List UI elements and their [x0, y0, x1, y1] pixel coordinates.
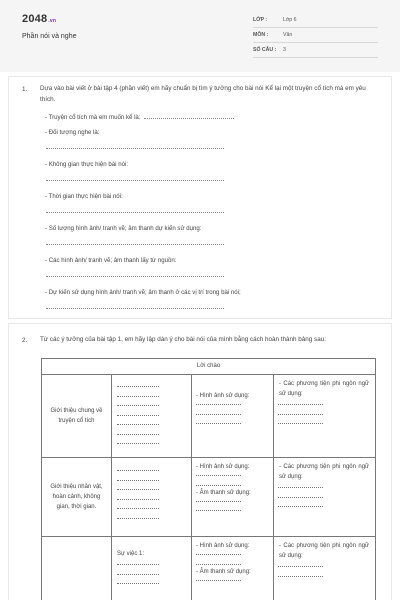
answer-dotted-line[interactable]: [278, 399, 323, 405]
answer-dotted-line[interactable]: [196, 470, 241, 476]
media-label: - Các phương tiện phi ngôn ngữ sử dụng:: [279, 381, 370, 397]
answer-dotted-line[interactable]: [117, 578, 159, 584]
answer-prompt: [45, 114, 234, 121]
answer-dotted-line[interactable]: [46, 273, 224, 277]
images-cell[interactable]: [192, 458, 274, 537]
answer-dotted-line[interactable]: [278, 482, 323, 488]
section-label-cell: Giới thiệu chung về truyện cổ tích: [42, 375, 112, 458]
images-label: - Hình ảnh sử dụng:: [196, 543, 250, 549]
question-text: Từ các ý tưởng của bài tập 1, em hãy lập dàn ý cho bài nói của mình bằng cách hoàn thành bảng sau:: [40, 336, 326, 343]
answer-dotted-line[interactable]: [46, 145, 224, 149]
meta-key: MÔN :: [253, 32, 269, 38]
answer-dotted-line[interactable]: [46, 209, 224, 213]
answer-dotted-line[interactable]: [117, 391, 159, 397]
answer-dotted-line[interactable]: [46, 177, 224, 181]
answer-dotted-line[interactable]: [117, 429, 159, 435]
media-cell[interactable]: [274, 375, 376, 458]
media-cell[interactable]: [274, 537, 376, 600]
meta-key: LỚP :: [253, 17, 268, 23]
meta-class-row: [253, 14, 378, 28]
section-label-cell: [42, 537, 112, 600]
answer-prompt: - Các hình ảnh/ tranh vẽ; âm thanh lấy từ nguồn:: [45, 257, 177, 264]
answer-dotted-line[interactable]: [144, 115, 234, 119]
site-logo[interactable]: [22, 13, 56, 25]
answer-dotted-line[interactable]: [117, 381, 159, 387]
question-number: 1.: [22, 86, 28, 93]
meta-count-row: [253, 44, 378, 58]
answer-dotted-line[interactable]: [117, 465, 159, 471]
document-header: [0, 0, 400, 72]
answer-dotted-line[interactable]: [278, 418, 323, 424]
answer-dotted-line[interactable]: [117, 419, 159, 425]
section-label-cell: Giới thiệu nhân vật, hoàn cảnh, không gian, thời gian.: [42, 458, 112, 537]
answer-dotted-line[interactable]: [196, 399, 241, 405]
meta-key: SỐ CÂU :: [253, 47, 277, 53]
answer-dotted-line[interactable]: [117, 410, 159, 416]
answer-dotted-line[interactable]: [117, 503, 159, 509]
answer-dotted-line[interactable]: [117, 475, 159, 481]
notes-cell[interactable]: [112, 458, 192, 537]
answer-dotted-line[interactable]: [117, 484, 159, 490]
images-label: - Hình ảnh sử dụng:: [196, 393, 250, 399]
logo-suffix: .vn: [48, 18, 57, 24]
outline-table: [41, 358, 376, 600]
logo-text: 2048: [22, 13, 48, 25]
answer-dotted-line[interactable]: [278, 571, 323, 577]
answer-dotted-line[interactable]: [196, 496, 241, 502]
table-row: [42, 359, 376, 375]
answer-prompt: - Số lượng hình ảnh/ tranh vẽ; âm thanh dự kiến sử dụng:: [45, 225, 202, 232]
document-subtitle: Phần nói và nghe: [22, 33, 77, 40]
answer-dotted-line[interactable]: [46, 305, 224, 309]
question-2-card: [8, 323, 392, 600]
answer-dotted-line[interactable]: [117, 400, 159, 406]
answer-dotted-line[interactable]: [196, 559, 241, 565]
answer-prompt: - Dự kiến sử dụng hình ảnh/ tranh vẽ; âm thanh ở các vị trí trong bài nói;: [45, 289, 241, 296]
media-label: - Các phương tiện phi ngôn ngữ sử dụng:: [279, 464, 370, 480]
answer-dotted-line[interactable]: [117, 438, 159, 444]
answer-dotted-line[interactable]: [278, 501, 323, 507]
answer-dotted-line[interactable]: [196, 409, 241, 415]
answer-dotted-line[interactable]: [196, 418, 241, 424]
answer-prompt: - Không gian thực hiện bài nói:: [45, 161, 129, 168]
answer-dotted-line[interactable]: [278, 561, 323, 567]
answer-dotted-line[interactable]: [278, 492, 323, 498]
meta-value: Lớp 6: [283, 17, 297, 23]
answer-dotted-line[interactable]: [117, 494, 159, 500]
answer-dotted-line[interactable]: [117, 559, 159, 565]
answer-prompt: - Đối tượng nghe là:: [45, 129, 100, 136]
answer-dotted-line[interactable]: [117, 513, 159, 519]
meta-subject-row: [253, 29, 378, 43]
media-label: - Các phương tiện phi ngôn ngữ sử dụng:: [279, 543, 370, 559]
answer-prompt: - Thời gian thực hiện bài nói:: [45, 193, 123, 200]
meta-value: Văn: [283, 32, 293, 38]
answer-dotted-line[interactable]: [196, 480, 241, 486]
answer-dotted-line[interactable]: [196, 575, 241, 581]
answer-dotted-line[interactable]: [196, 505, 241, 511]
media-cell[interactable]: [274, 458, 376, 537]
sound-label: - Âm thanh sử dụng:: [196, 489, 251, 496]
notes-cell[interactable]: [112, 537, 192, 600]
question-number: 2.: [22, 337, 28, 344]
notes-cell[interactable]: [112, 375, 192, 458]
images-cell[interactable]: [192, 375, 274, 458]
prompt-text: - Truyện cổ tích mà em muốn kể là:: [45, 114, 141, 121]
answer-dotted-line[interactable]: [196, 549, 241, 555]
answer-dotted-line[interactable]: [46, 241, 224, 245]
images-label: - Hình ảnh sử dụng:: [196, 464, 250, 470]
meta-value: 3: [283, 47, 286, 53]
images-cell[interactable]: [192, 537, 274, 600]
question-text: Dựa vào bài viết ở bài tập 4 (phần viết) em hãy chuẩn bị tìm ý tưởng cho bài nói Kể lại một truyện cổ tích mà em yêu thích.: [40, 85, 366, 103]
table-row: [42, 375, 376, 458]
sound-label: - Âm thanh sử dụng:: [196, 568, 251, 575]
answer-dotted-line[interactable]: [117, 569, 159, 575]
table-row: [42, 458, 376, 537]
table-row: [42, 537, 376, 600]
greeting-cell: Lời chào: [42, 359, 376, 375]
question-1-card: [8, 76, 392, 319]
event-label: Sự việc 1:: [117, 551, 145, 557]
answer-dotted-line[interactable]: [278, 409, 323, 415]
